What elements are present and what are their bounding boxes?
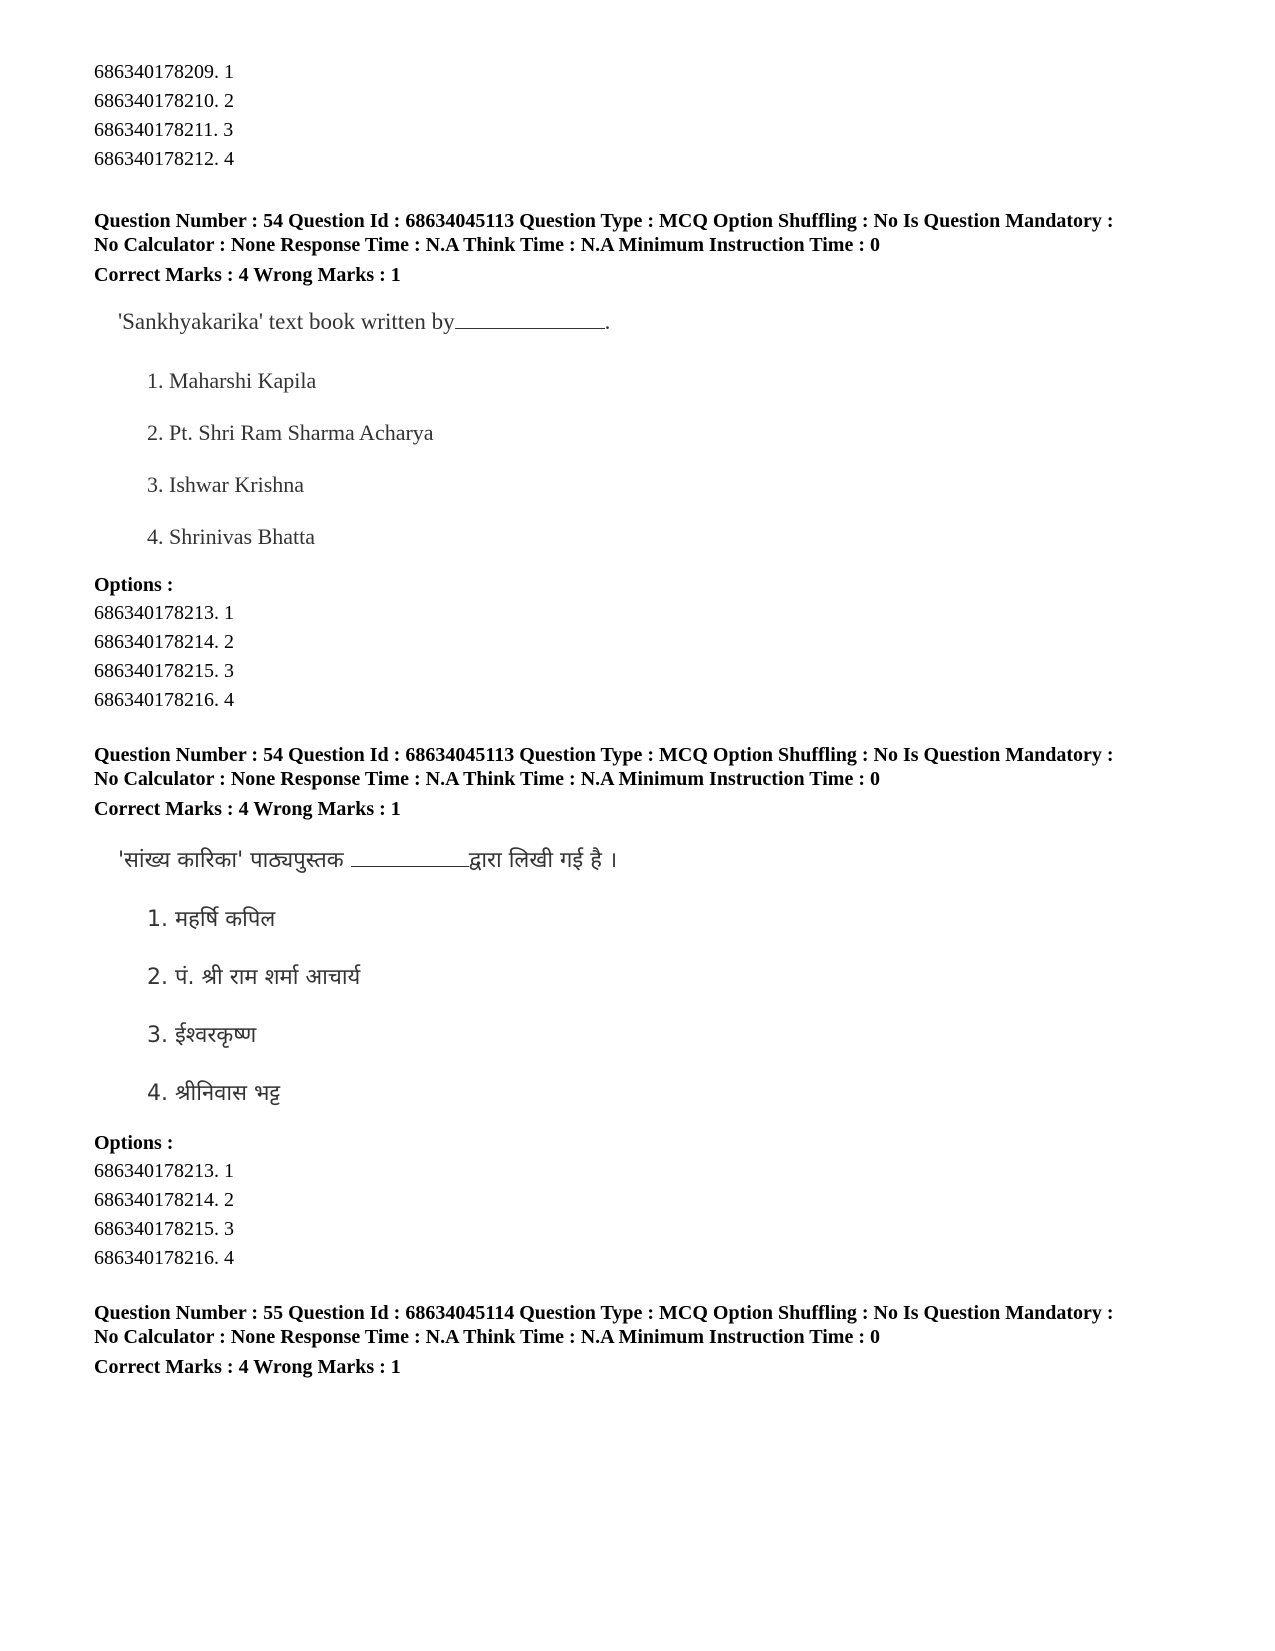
options-label: Options : [94,1132,174,1154]
question-metadata [94,209,1204,257]
option-id-line: 686340178216. 4 [94,1247,234,1269]
marks-line: Correct Marks : 4 Wrong Marks : 1 [94,1356,401,1378]
marks-line: Correct Marks : 4 Wrong Marks : 1 [94,798,401,820]
question-body [94,841,1204,1123]
stem-end: . [604,309,611,334]
question-54-hindi [94,743,1204,1273]
options-label: Options : [94,574,174,596]
option-id-line: 686340178216. 4 [94,689,234,711]
question-body [94,303,1204,563]
question-55 [94,1301,1204,1381]
answer-blank [351,865,469,867]
metadata-line-2: No Calculator : None Response Time : N.A Think Time : N.A Minimum Instruction Time : 0 [94,1326,880,1348]
option-id-line: 686340178210. 2 [94,90,234,112]
question-stem [118,841,1204,881]
option-id-line: 686340178213. 1 [94,1160,234,1182]
metadata-line-1: Question Number : 54 Question Id : 68634045113 Question Type : MCQ Option Shuffling : No Is Question Mandatory : [94,744,1114,766]
metadata-line-2: No Calculator : None Response Time : N.A Think Time : N.A Minimum Instruction Time : 0 [94,768,880,790]
option-id-line: 686340178214. 2 [94,1189,234,1211]
choice-item: 2. पं. श्री राम शर्मा आचार्य [147,965,361,990]
metadata-line-2: No Calculator : None Response Time : N.A Think Time : N.A Minimum Instruction Time : 0 [94,234,880,256]
marks-line: Correct Marks : 4 Wrong Marks : 1 [94,264,401,286]
stem-text: 'Sankhyakarika' text book written by [118,309,455,334]
question-metadata [94,743,1204,791]
answer-blank [455,327,605,329]
stem-end: द्वारा लिखी गई है । [468,848,618,873]
choice-item: 3. Ishwar Krishna [147,472,305,497]
question-metadata [94,1301,1204,1349]
option-id-line: 686340178214. 2 [94,631,234,653]
options-list [94,1157,1204,1273]
option-id-line: 686340178211. 3 [94,119,234,141]
options-list [94,599,1204,715]
option-id-line: 686340178212. 4 [94,148,234,170]
choice-item: 1. महर्षि कपिल [147,907,276,932]
question-54-english [94,209,1204,715]
option-id-line: 686340178215. 3 [94,1218,234,1240]
choice-item: 4. Shrinivas Bhatta [147,524,316,549]
option-id-line: 686340178209. 1 [94,61,234,83]
option-id-line: 686340178215. 3 [94,660,234,682]
choice-item: 4. श्रीनिवास भट्ट [147,1081,281,1106]
choice-item: 2. Pt. Shri Ram Sharma Acharya [147,420,434,445]
choice-item: 3. ईश्वरकृष्ण [147,1023,257,1048]
stem-text: 'सांख्य कारिका' पाठ्यपुस्तक [118,848,351,873]
metadata-line-1: Question Number : 55 Question Id : 68634045114 Question Type : MCQ Option Shuffling : No Is Question Mandatory : [94,1302,1114,1324]
question-stem [118,303,1204,341]
choice-item: 1. Maharshi Kapila [147,368,317,393]
metadata-line-1: Question Number : 54 Question Id : 68634045113 Question Type : MCQ Option Shuffling : No Is Question Mandatory : [94,210,1114,232]
document-page [94,58,1204,1381]
option-id-line: 686340178213. 1 [94,602,234,624]
previous-options-list [94,58,1204,174]
